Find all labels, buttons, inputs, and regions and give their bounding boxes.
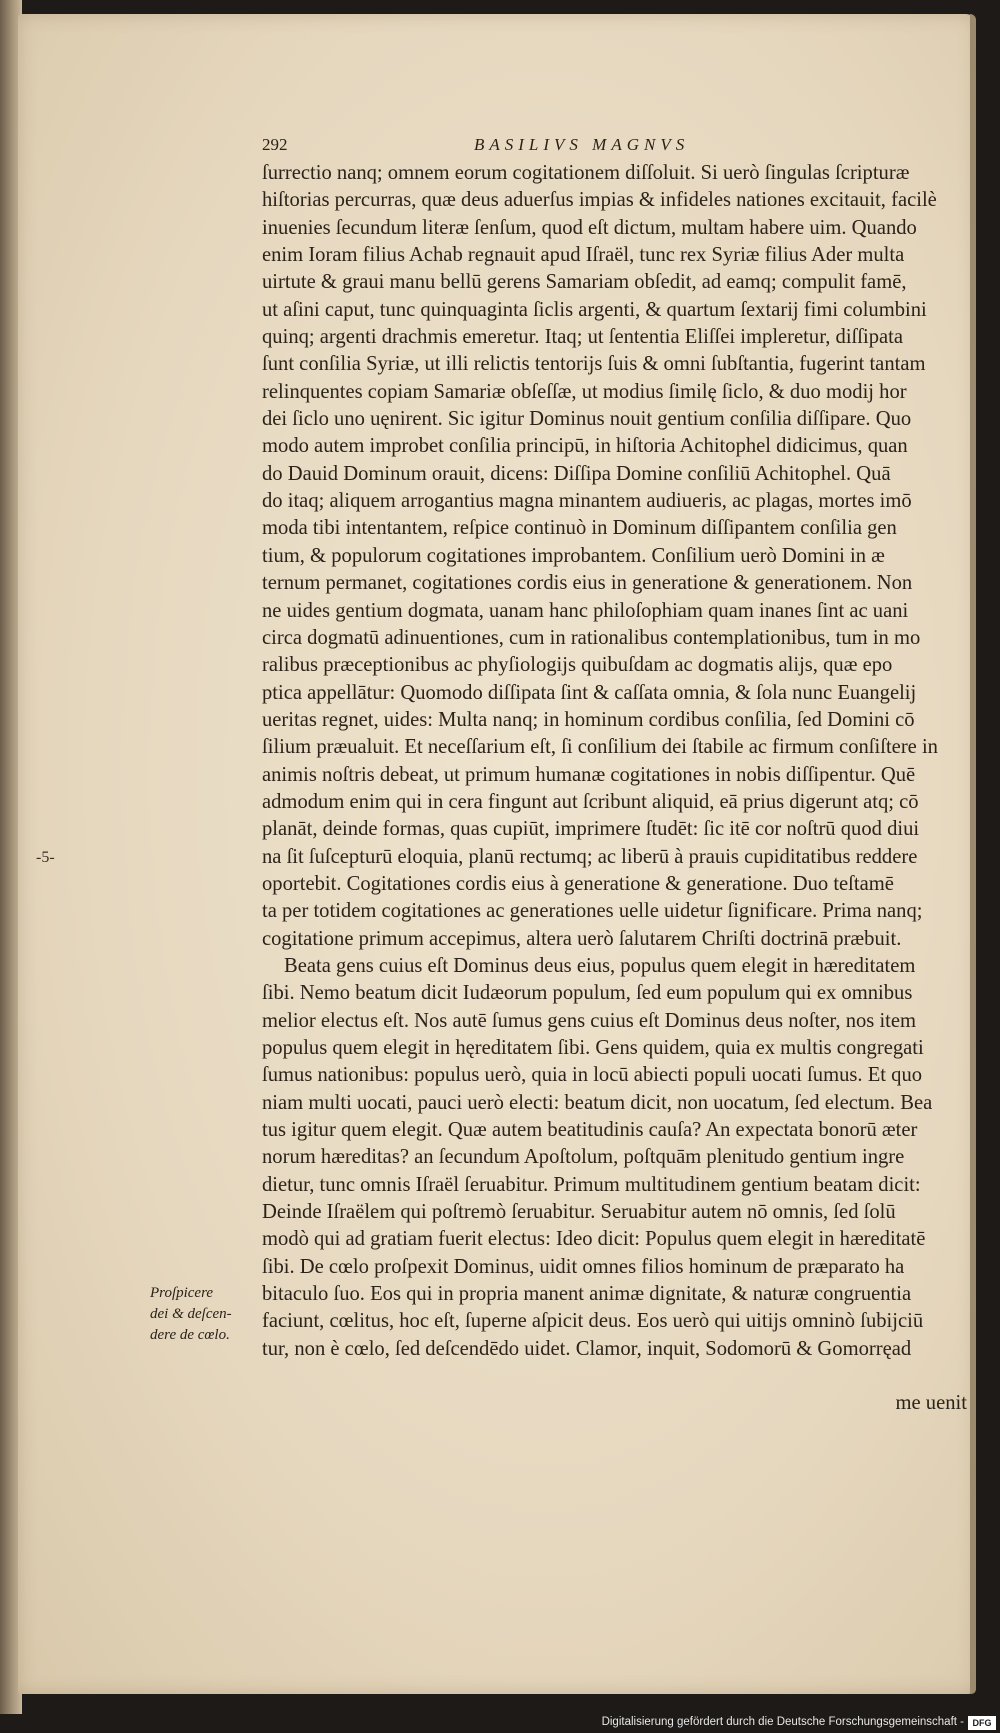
text-line: inuenies ſecundum literæ ſenſum, quod eſt dictum, multam habere uim. Quando bbox=[262, 216, 917, 239]
text-line: quinq; argenti drachmis emeretur. Itaq; ut ſententia Eliſſei impleretur, diſſipata bbox=[262, 326, 904, 349]
text-line: ralibus præceptionibus ac phyſiologijs quibuſdam ac dogmatis alijs, quæ epo bbox=[262, 654, 893, 677]
text-line: bitaculo ſuo. Eos qui in propria manent animæ dignitate, & naturæ congruentia bbox=[262, 1283, 912, 1306]
digitization-credit: Digitalisierung gefördert durch die Deutsche Forschungsgemeinschaft - bbox=[601, 1716, 964, 1728]
text-line: dietur, tunc omnis Iſraël ſeruabitur. Primum multitudinem gentium beatam dicit: bbox=[262, 1173, 921, 1196]
text-line: ſunt conſilia Syriæ, ut illi relictis tentorijs ſuis & omni ſubſtantia, fugerint tantam bbox=[262, 353, 926, 376]
catchword: me uenit bbox=[895, 1392, 967, 1415]
marginal-note-line: dei & deſcen- bbox=[150, 1306, 232, 1322]
text-line: moda tibi intentantem, reſpice continuò in Dominum diſſipantem conſilia gen bbox=[262, 517, 897, 540]
text-line: relinquentes copiam Samariæ obſeſſæ, ut modius ſimilę ſiclo, & duo modij hor bbox=[262, 380, 907, 403]
text-line: niam multi uocati, pauci uerò electi: beatum dicit, non uocatum, ſed electum. Bea bbox=[262, 1091, 933, 1114]
text-line: oportebit. Cogitationes cordis eius à generatione & generatione. Duo teſtamē bbox=[262, 872, 894, 895]
text-line: dei ſiclo uno uęnirent. Sic igitur Dominus nouit gentium conſilia diſſipare. Quo bbox=[262, 408, 912, 431]
text-line: Beata gens cuius eſt Dominus deus eius, populus quem elegit in hæreditatem bbox=[284, 954, 916, 977]
text-line: ternum permanet, cogitationes cordis eius in generatione & generationem. Non bbox=[262, 572, 913, 595]
text-line: animis noſtris debeat, ut primum humanæ cogitationes in nobis diſſipentur. Quē bbox=[262, 763, 916, 786]
dfg-logo: DFG bbox=[968, 1716, 996, 1730]
text-line: tium, & populorum cogitationes improbantem. Conſilium uerò Domini in æ bbox=[262, 544, 885, 567]
text-line: ſibi. Nemo beatum dicit Iudæorum populum, ſed eum populum qui ex omnibus bbox=[262, 982, 913, 1005]
text-line: melior electus eſt. Nos autē ſumus gens cuius eſt Dominus deus noſter, nos item bbox=[262, 1009, 917, 1032]
marginal-note bbox=[150, 1283, 250, 1346]
text-line: populus quem elegit in hęreditatem ſibi. Gens quidem, quia ex multis congregati bbox=[262, 1037, 924, 1059]
text-line: uirtute & graui manu bellū gerens Samariam obſedit, ad eamq; compulit famē, bbox=[262, 271, 907, 294]
text-line: ſibi. De cœlo proſpexit Dominus, uidit omnes filios hominum de præparato ha bbox=[262, 1255, 905, 1278]
marginal-note-line: dere de cœlo. bbox=[150, 1327, 230, 1343]
text-line: circa dogmatū adinuentiones, cum in rationalibus contemplationibus, tum in mo bbox=[262, 626, 921, 649]
text-line: ta per totidem cogitationes ac generationes uelle uidetur ſignificare. Prima nanq; bbox=[262, 900, 923, 923]
text-line: ueritas regnet, uides: Multa nanq; in hominum cordibus conſilia, ſed Domini cō bbox=[262, 708, 915, 731]
page-edge bbox=[970, 14, 976, 1694]
page-number: 292 bbox=[262, 135, 288, 154]
text-line: ſilium præualuit. Et neceſſarium eſt, ſi conſilium dei ſtabile ac firmum conſiſtere in bbox=[262, 736, 938, 759]
text-line: na ſit ſuſcepturū eloquia, planū rectumq; ac liberū à prauis cupiditatibus reddere bbox=[262, 845, 918, 868]
body-text bbox=[262, 160, 967, 1418]
text-line: enim Ioram filius Achab regnauit apud Iſraël, tunc rex Syriæ filius Ader multa bbox=[262, 244, 905, 267]
text-line: ptica appellātur: Quomodo diſſipata ſint & caſſata omnia, & ſola nunc Euangelij bbox=[262, 681, 917, 704]
running-head: BASILIVS MAGNVS bbox=[474, 135, 690, 154]
text-line: tur, non è cœlo, ſed deſcendēdo uidet. Clamor, inquit, Sodomorū & Gomorręad bbox=[262, 1337, 912, 1360]
text-line: ut aſini caput, tunc quinquaginta ſiclis argenti, & quartum ſextarij fimi columbini bbox=[262, 298, 927, 321]
text-line: admodum enim qui in cera fingunt aut ſcribunt aliquid, eā prius digerunt atq; cō bbox=[262, 790, 919, 813]
text-line: do Dauid Dominum orauit, dicens: Diſſipa Domine conſiliū Achitophel. Quā bbox=[262, 462, 891, 485]
marginal-note-line: Proſpicere bbox=[150, 1285, 214, 1301]
text-line: ſumus nationibus: populus uerò, quia in locū abiecti populi uocati ſumus. Et quo bbox=[262, 1064, 923, 1087]
text-line: faciunt, cœlitus, hoc eſt, ſuperne aſpicit deus. Eos uerò qui uitijs omninò ſubijciū bbox=[262, 1310, 924, 1333]
text-line: modò qui ad gratiam fuerit electus: Ideo dicit: Populus quem elegit in hæreditatē bbox=[262, 1228, 926, 1251]
text-line: ne uides gentium dogmata, uanam hanc philoſophiam quam inanes ſint ac uani bbox=[262, 599, 909, 622]
text-line: ſurrectio nanq; omnem eorum cogitationem diſſoluit. Si uerò ſingulas ſcripturæ bbox=[262, 162, 910, 184]
text-line bbox=[262, 1363, 967, 1390]
page-header bbox=[262, 135, 942, 155]
text-line: tus igitur quem elegit. Quæ autem beatitudinis cauſa? An expectata bonorū æter bbox=[262, 1119, 918, 1142]
text-line: hiſtorias percurras, quæ deus aduerſus impias & infideles nationes excitauit, facilè bbox=[262, 189, 937, 212]
text-line: norum hæreditas? an ſecundum Apoſtolum, poſtquām plenitudo gentium ingre bbox=[262, 1146, 905, 1169]
text-line: Deinde Iſraëlem qui poſtremò ſeruabitur. Seruabitur autem nō omnis, ſed ſolū bbox=[262, 1201, 896, 1224]
text-line: cogitatione primum accepimus, altera uerò ſalutarem Chriſti doctrinā præbuit. bbox=[262, 927, 902, 950]
text-line: modo autem improbet conſilia principū, in hiſtoria Achitophel didicimus, quan bbox=[262, 435, 908, 458]
margin-mark: -5- bbox=[36, 849, 55, 866]
text-line: do itaq; aliquem arrogantius magna minantem audiueris, ac plagas, mortes imō bbox=[262, 490, 912, 513]
text-line: planāt, deinde formas, quas cupiūt, imprimere ſtudēt: ſic itē cor noſtrū quod diui bbox=[262, 818, 920, 841]
